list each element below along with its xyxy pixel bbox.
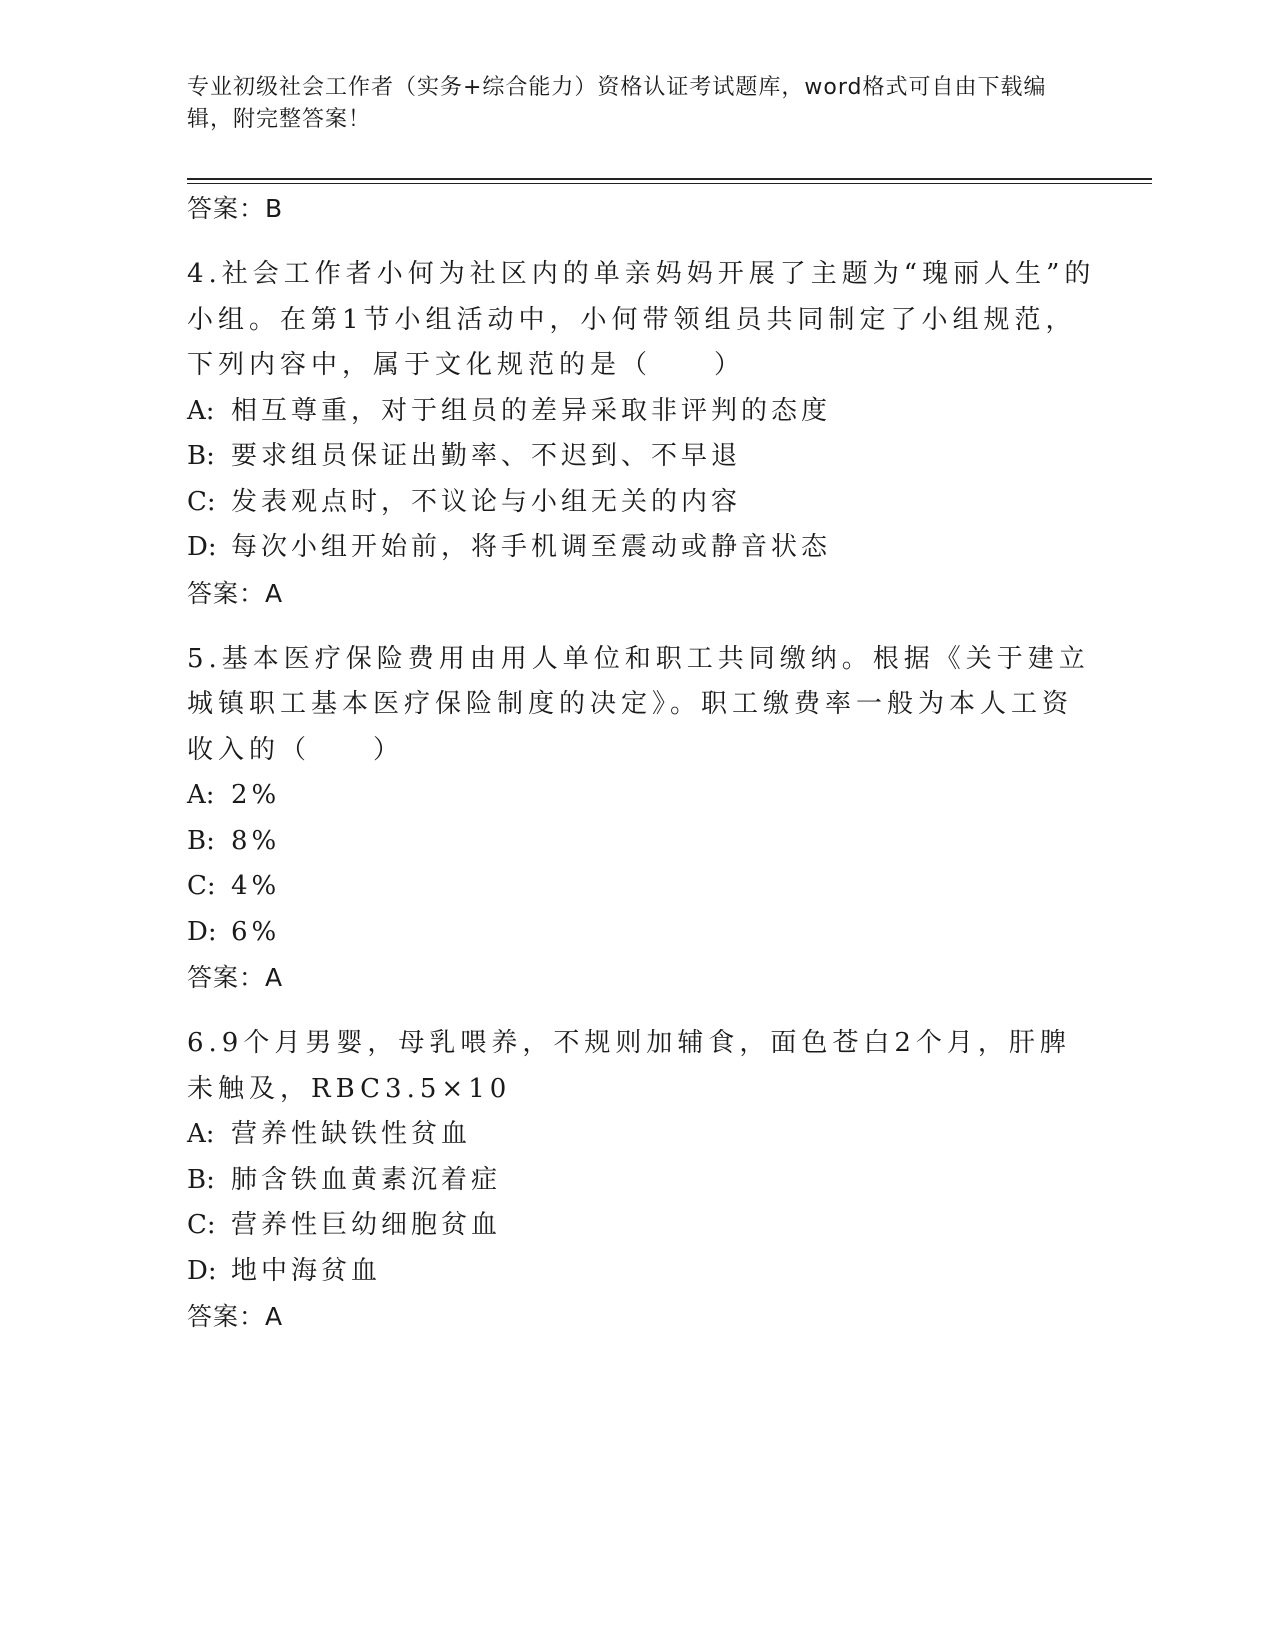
option-text: 肺含铁血黄素沉着症 (231, 1164, 502, 1195)
option-d (187, 910, 1097, 956)
header-rule-thin (187, 183, 1152, 184)
option-text: 每次小组开始前，将手机调至震动或静音状态 (231, 532, 832, 562)
question-6 (187, 1021, 1097, 1339)
page-header: 专业初级社会工作者（实务+综合能力）资格认证考试题库，word格式可自由下载编辑，附完整答案！ (187, 75, 1047, 132)
option-a (187, 389, 1097, 435)
option-letter: B: (187, 1164, 215, 1195)
question-5 (187, 637, 1097, 1001)
question-list (187, 186, 1097, 1339)
option-text: 相互尊重，对于组员的差异采取非评判的态度 (231, 395, 832, 426)
option-letter: D: (187, 532, 217, 562)
option-b (187, 434, 1097, 480)
option-b (187, 1158, 1097, 1204)
option-letter: D: (187, 1255, 217, 1286)
option-letter: C: (187, 871, 216, 901)
option-text: 发表观点时，不议论与小组无关的内容 (231, 486, 742, 517)
option-letter: A: (187, 780, 215, 810)
option-d (187, 525, 1097, 571)
option-letter: B: (187, 441, 215, 471)
question-text: 4.社会工作者小何为社区内的单亲妈妈开展了主题为“瑰丽人生”的小组。在第1节小组活动中，小何带领组员共同制定了小组规范，下列内容中，属于文化规范的是（ ） (187, 259, 1096, 380)
option-d (187, 1249, 1097, 1295)
question-text: 5.基本医疗保险费用由用人单位和职工共同缴纳。根据《关于建立城镇职工基本医疗保险制度的决定》。职工缴费率一般为本人工资收入的（ ） (187, 643, 1090, 765)
header-rule-thick (187, 178, 1152, 180)
option-text: 4% (231, 871, 281, 901)
option-a (187, 1112, 1097, 1158)
option-c (187, 1203, 1097, 1249)
option-letter: C: (187, 486, 216, 517)
option-letter: D: (187, 916, 217, 947)
option-text: 8% (231, 825, 281, 856)
option-text: 地中海贫血 (231, 1255, 382, 1286)
question-text: 6.9个月男婴，母乳喂养，不规则加辅食，面色苍白2个月，肝脾未触及，RBC3.5×10 (187, 1028, 1071, 1104)
option-text: 营养性缺铁性贫血 (231, 1119, 472, 1149)
option-a (187, 773, 1097, 819)
option-letter: C: (187, 1210, 216, 1240)
answer-line: 答案：A (187, 1302, 284, 1331)
option-text: 营养性巨幼细胞贫血 (231, 1210, 502, 1240)
option-text: 6% (231, 916, 281, 947)
option-c (187, 480, 1097, 526)
question-4 (187, 252, 1097, 616)
option-text: 要求组员保证出勤率、不迟到、不早退 (231, 441, 742, 471)
answer-line: 答案：A (187, 963, 284, 992)
option-c (187, 864, 1097, 910)
option-letter: A: (187, 1119, 215, 1149)
option-letter: A: (187, 395, 215, 426)
answer-line: 答案：A (187, 578, 284, 608)
option-letter: B: (187, 825, 215, 856)
option-text: 2% (231, 780, 281, 810)
previous-answer: 答案：B (187, 194, 284, 223)
option-b (187, 819, 1097, 865)
